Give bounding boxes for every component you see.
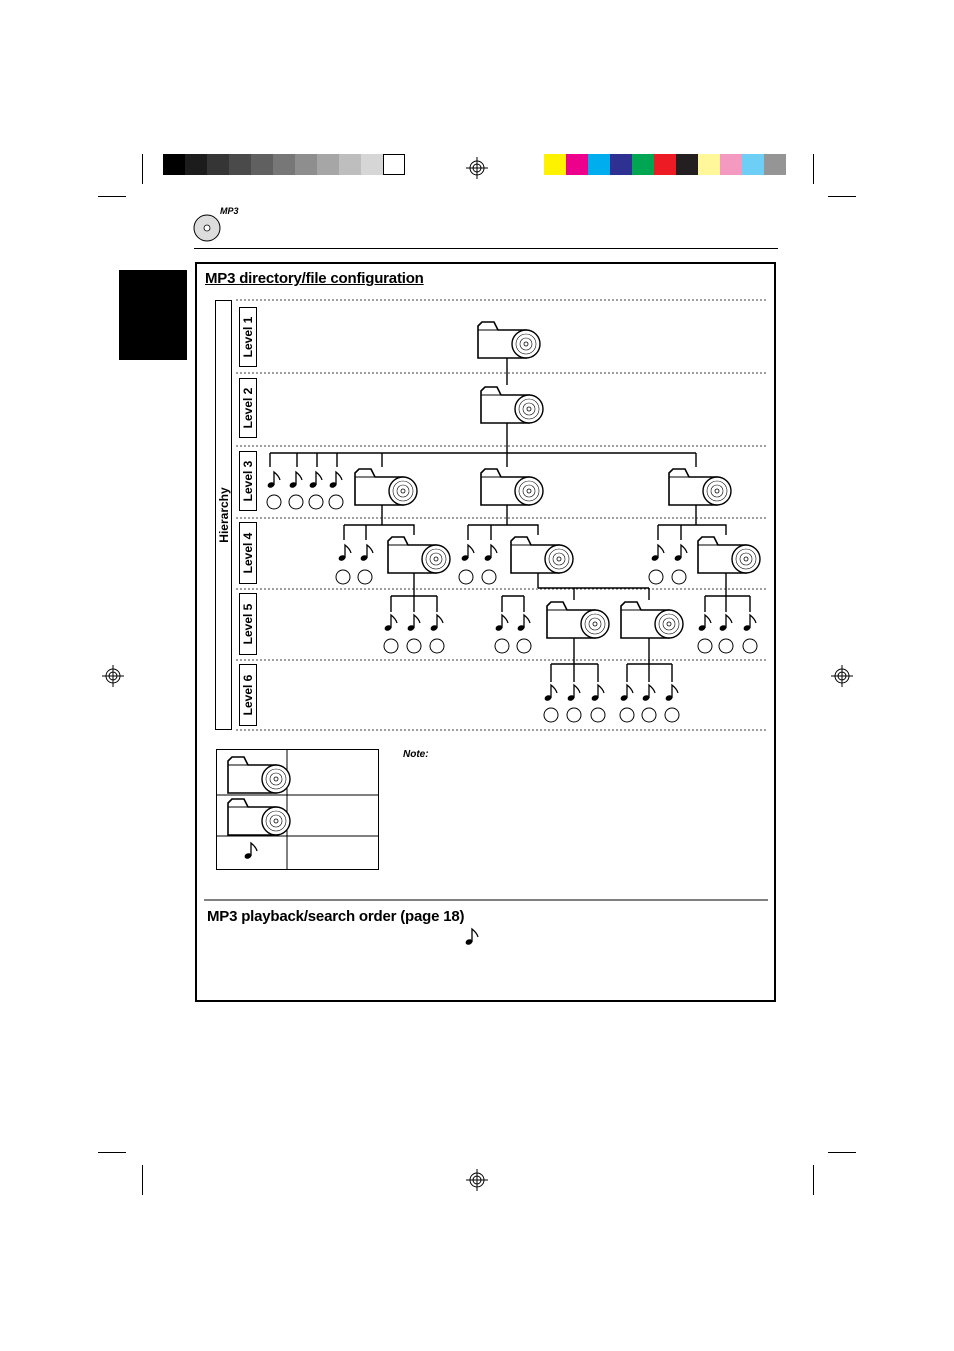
level-6-label: Level 6 [241,674,255,716]
note-label: Note: [403,749,429,760]
level-5-label: Level 5 [241,603,255,645]
section-title-playback-order: MP3 playback/search order (page 18) [207,908,465,925]
section-title-configuration: MP3 directory/file configuration [205,270,424,287]
level-1-label: Level 1 [241,316,255,358]
level-3-label: Level 3 [241,460,255,502]
mp3-logo-text: MP3 [220,206,239,216]
level-2-label: Level 2 [241,387,255,429]
hierarchy-label: Hierarchy [216,487,231,543]
level-4-label: Level 4 [241,532,255,574]
